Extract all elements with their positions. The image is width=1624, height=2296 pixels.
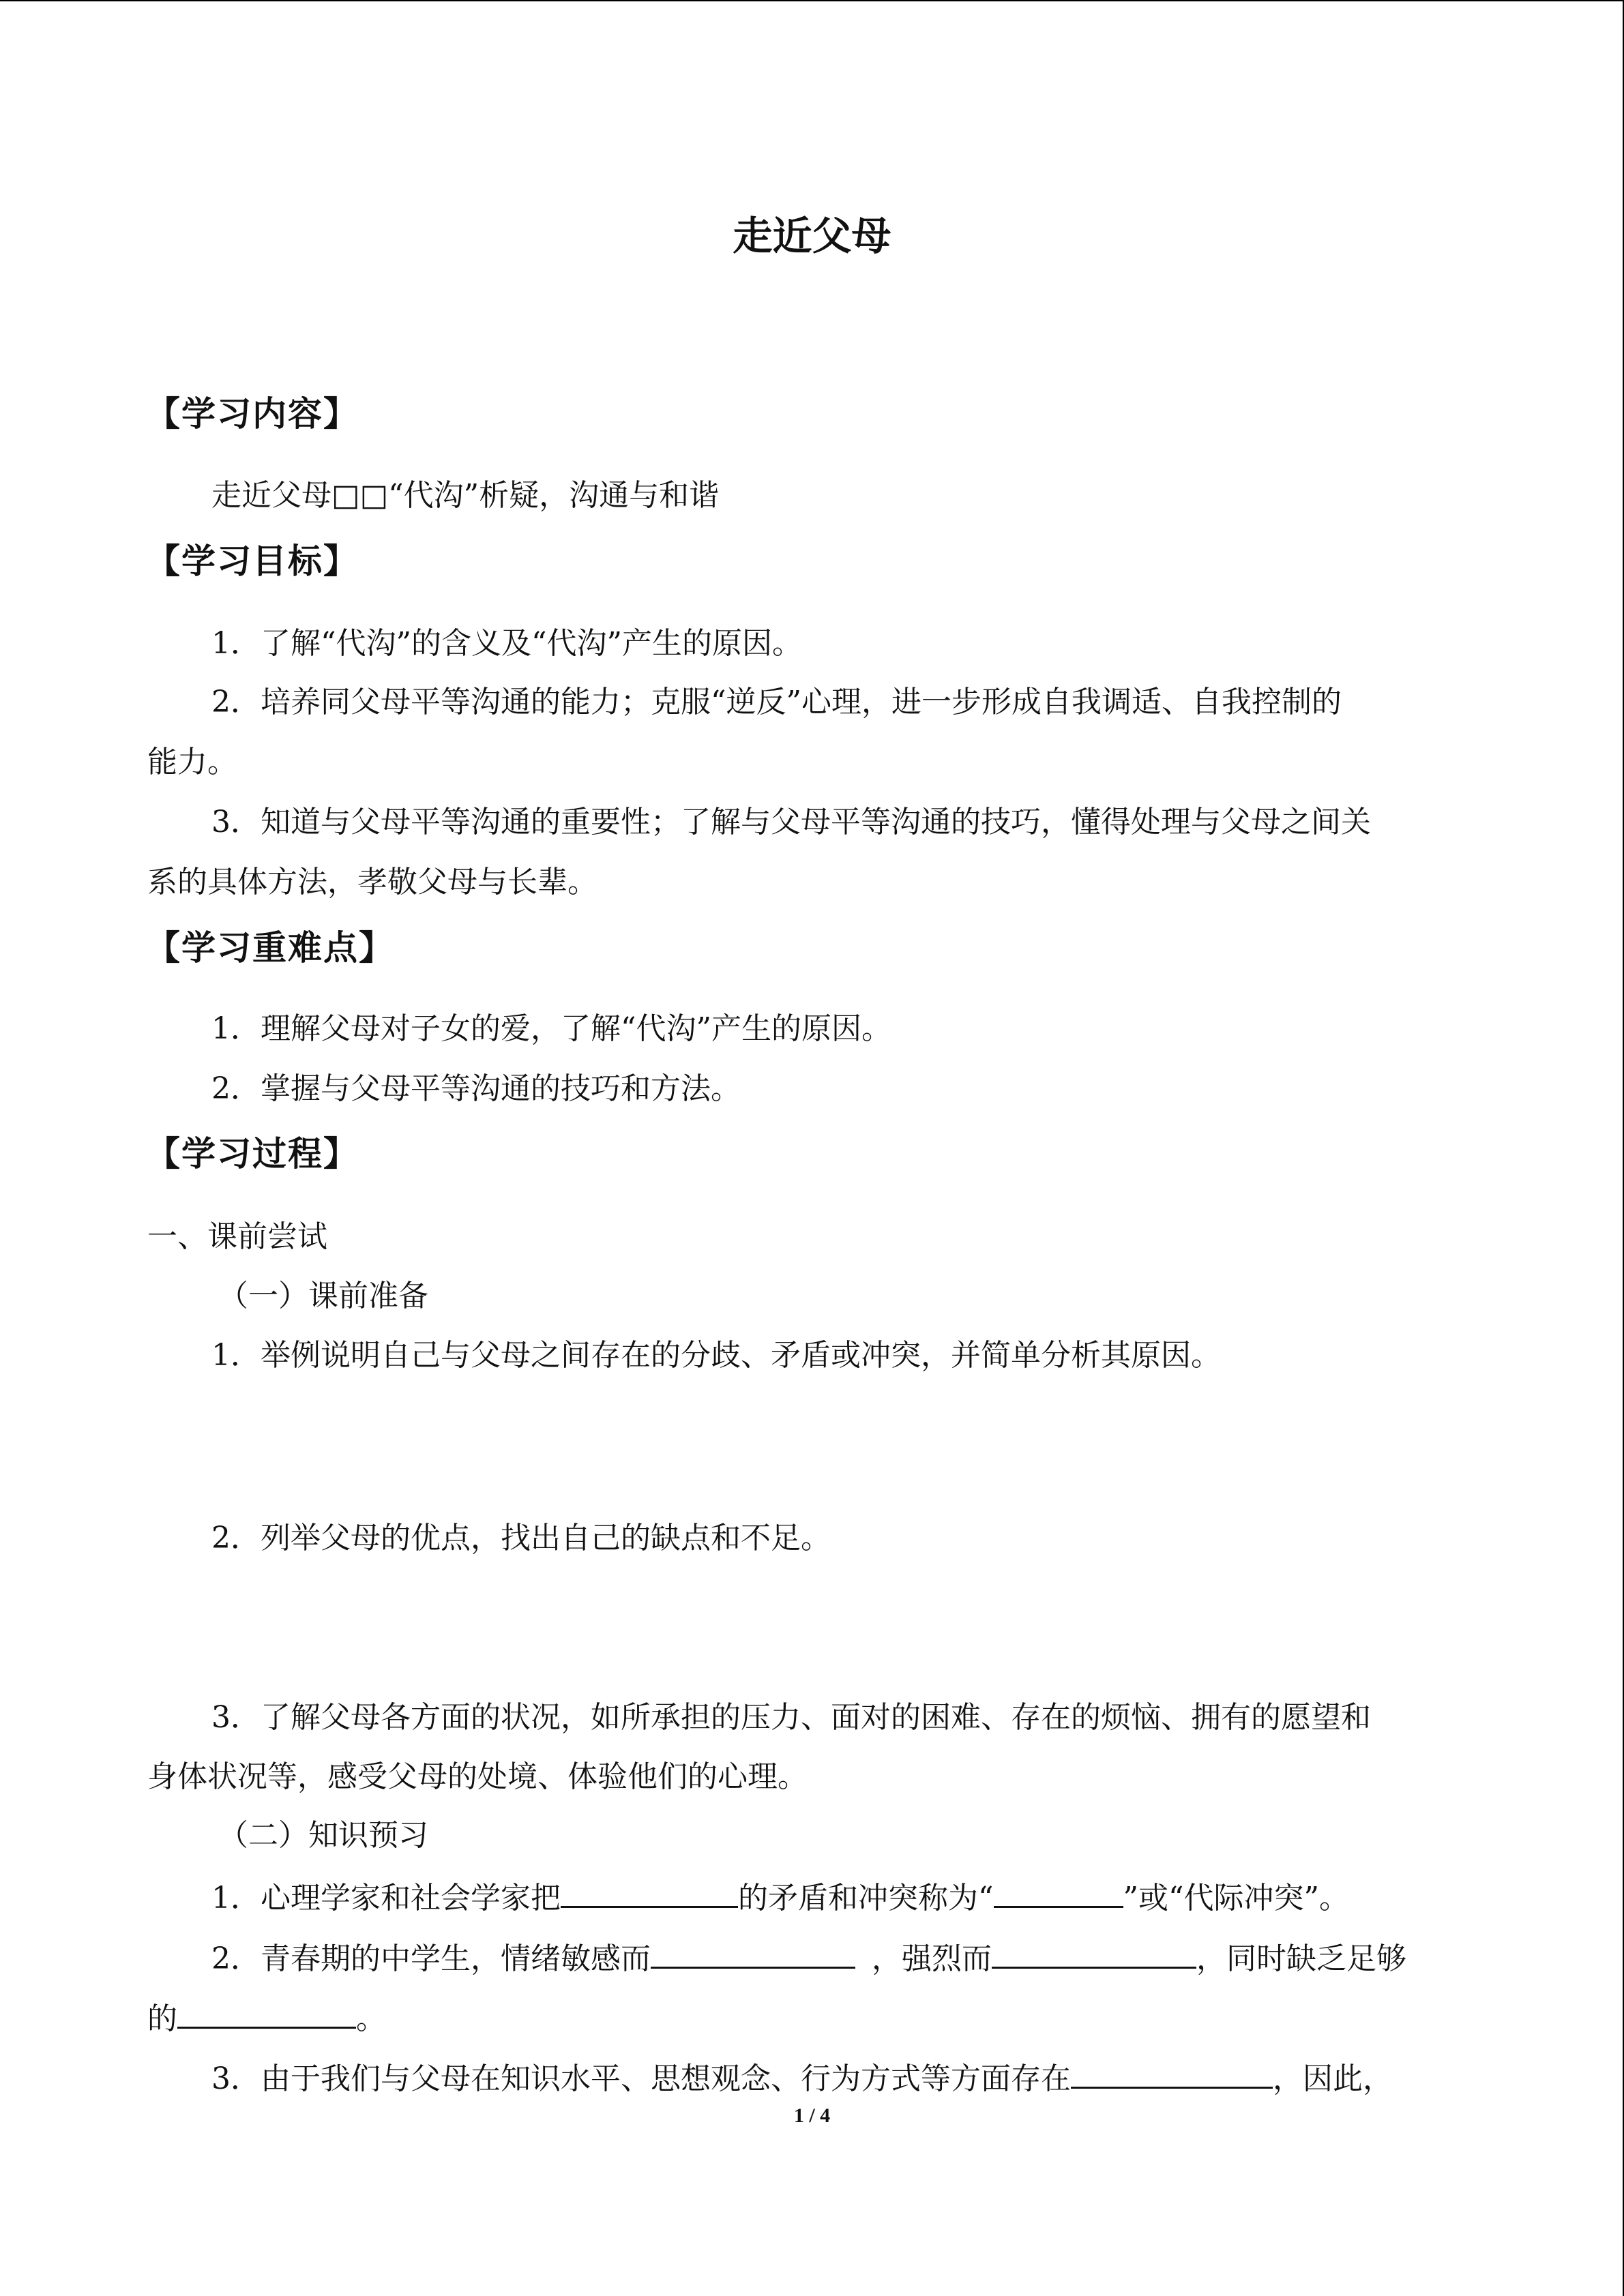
preview-question-1	[211, 1875, 1349, 1919]
q2-text-a: 2．青春期的中学生，情绪敏感而	[211, 1941, 651, 1976]
key-point-1: 1．理解父母对子女的爱，了解“代沟”产生的原因。	[211, 1011, 891, 1046]
goal-item-3-cont: 系的具体方法，孝敬父母与长辈。	[147, 865, 597, 899]
preview-question-2-cont	[147, 1995, 386, 2040]
prep-item-2: 2．列举父母的优点，找出自己的缺点和不足。	[211, 1521, 831, 1555]
part-1-title: 一、课前尝试	[147, 1219, 327, 1254]
q1-blank-1[interactable]	[561, 1875, 738, 1908]
sub-2-title: （二）知识预习	[218, 1818, 428, 1853]
heading-goals: 【学习目标】	[146, 541, 359, 581]
q1-blank-2[interactable]	[994, 1875, 1123, 1908]
preview-question-3	[211, 2055, 1393, 2100]
q3-blank-1[interactable]	[1071, 2055, 1273, 2089]
preview-question-2	[211, 1935, 1406, 1980]
goal-item-1: 1．了解“代沟”的含义及“代沟”产生的原因。	[211, 626, 802, 661]
q1-text-b: 的矛盾和冲突称为“	[738, 1881, 994, 1915]
q3-text-b: ，因此，	[1273, 2061, 1393, 2096]
q2-text-c: ，同时缺乏足够	[1196, 1941, 1406, 1976]
q2-text-d: 的	[147, 2001, 177, 2036]
goal-item-2: 2．培养同父母平等沟通的能力；克服“逆反”心理，进一步形成自我调适、自我控制的	[211, 685, 1342, 719]
goal-item-2-cont: 能力。	[147, 745, 237, 779]
content-text: 走近父母□□“代沟”析疑，沟通与和谐	[211, 478, 720, 513]
q1-text-c: ”或“代际冲突”。	[1123, 1881, 1349, 1915]
page-number: 1 / 4	[793, 2104, 831, 2127]
goal-item-3: 3．知道与父母平等沟通的重要性；了解与父母平等沟通的技巧，懂得处理与父母之间关	[211, 805, 1371, 839]
q1-text-a: 1．心理学家和社会学家把	[211, 1881, 561, 1915]
prep-item-3: 3．了解父母各方面的状况，如所承担的压力、面对的困难、存在的烦恼、拥有的愿望和	[211, 1700, 1371, 1735]
heading-key-points: 【学习重难点】	[146, 928, 394, 968]
q2-text-e: 。	[356, 2001, 386, 2036]
q2-blank-1[interactable]	[651, 1935, 855, 1969]
heading-content: 【学习内容】	[146, 394, 359, 434]
q2-text-b: ，强烈而	[872, 1941, 992, 1976]
prep-item-1: 1．举例说明自己与父母之间存在的分歧、矛盾或冲突，并简单分析其原因。	[211, 1338, 1221, 1373]
q2-blank-2[interactable]	[992, 1935, 1196, 1969]
heading-process: 【学习过程】	[146, 1134, 359, 1174]
prep-item-3-cont: 身体状况等，感受父母的处境、体验他们的心理。	[147, 1759, 808, 1794]
key-point-2: 2．掌握与父母平等沟通的技巧和方法。	[211, 1071, 741, 1106]
page-title: 走近父母	[733, 213, 891, 259]
q3-text-a: 3．由于我们与父母在知识水平、思想观念、行为方式等方面存在	[211, 2061, 1071, 2096]
sub-1-title: （一）课前准备	[218, 1279, 428, 1313]
q2-blank-3[interactable]	[177, 1995, 356, 2029]
